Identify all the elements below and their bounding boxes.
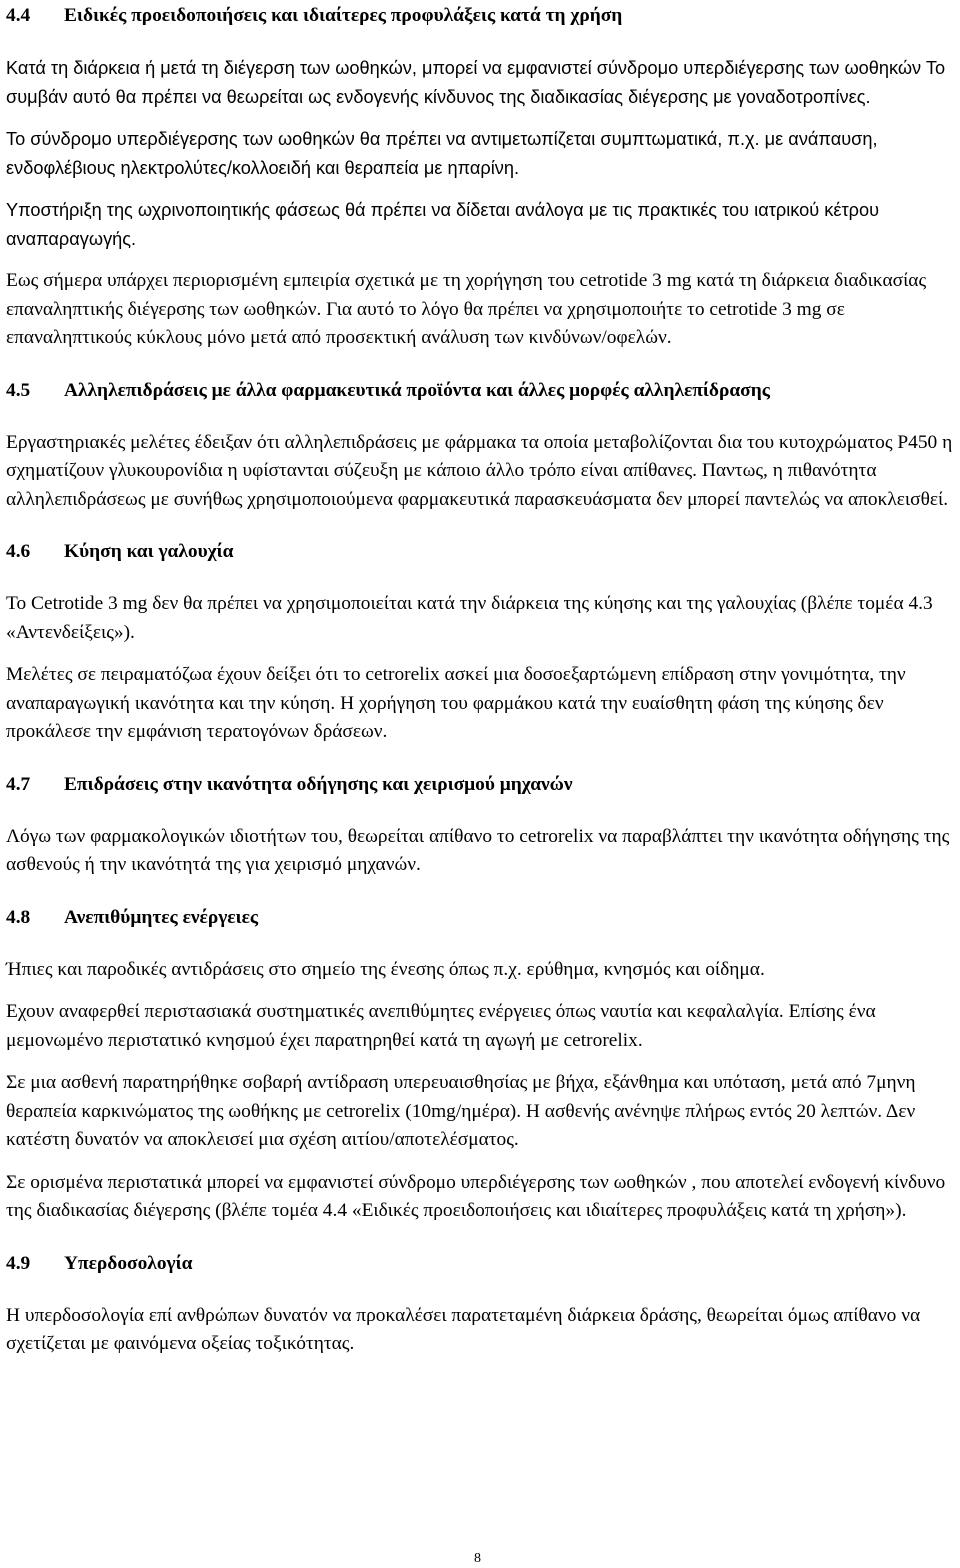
section-number: 4.7 (6, 773, 31, 795)
section-heading-4-5 (6, 377, 954, 405)
paragraph: Εως σήμερα υπάρχει περιορισμένη εμπειρία σχετικά με τη χορήγηση του cetrotide 3 mg κατά τη διάρκεια διαδικασίας επαναληπτικής διέγερσης των ωοθηκών. Για αυτό το λόγο θα πρέπει να χρησιμοποιήτε το cetrotide 3 mg σε επαναληπτικούς κύκλους μόνο μετά από προσεκτική ανάλυση των κινδύνων/οφελών. (6, 270, 927, 348)
section-heading-4-9 (6, 1250, 954, 1278)
section-title: Αλληλεπιδράσεις με άλλα φαρμακευτικά προϊόντα και άλλες μορφές αλληλεπίδρασης (64, 379, 770, 401)
section-title: Κύηση και γαλουχία (64, 541, 234, 562)
section-heading-4-8 (6, 904, 954, 932)
paragraph: Η υπερδοσολογία επί ανθρώπων δυνατόν να προκαλέσει παρατεταμένη διάρκεια δράσης, θεωρείται όμως απίθανο να σχετίζεται με φαινόμενα οξείας τοξικότητας. (6, 1304, 921, 1354)
section-heading-4-6 (6, 538, 954, 566)
section-number: 4.8 (6, 906, 31, 928)
paragraph: Σε μια ασθενή παρατηρήθηκε σοβαρή αντίδραση υπερευαισθησίας με βήχα, εξάνθημα και υπόταση, μετά από 7μηνη θεραπεία καρκινώματος της ωοθήκης με cetrorelix (10mg/ημέρα). Η ασθενής ανένηψε πλήρως εντός 20 λεπτών. Δεν κατέστη δυνατόν να αποκλεισεί μια σχέση αιτίου/αποτελέσματος. (6, 1072, 916, 1150)
paragraph: Μελέτες σε πειραματόζωα έχουν δείξει ότι το cetrorelix ασκεί μια δοσοεξαρτώμενη επίδραση στην γονιμότητα, την αναπαραγωγική ικανότητα και την κύηση. Η χορήγηση του φαρμάκου κατά την ευαίσθητη φάση της κύησης δεν προκάλεσε την εμφάνιση τερατογόνων δράσεων. (6, 664, 906, 742)
paragraph: Λόγω των φαρμακολογικών ιδιοτήτων του, θεωρείται απίθανο το cetrorelix να παραβλάπτει την ικανότητα οδήγησης της ασθενούς ή την ικανότητά της για χειρισμό μηχανών. (6, 825, 950, 875)
section-heading-4-7 (6, 771, 954, 799)
section-number: 4.5 (6, 379, 31, 401)
paragraph: Εργαστηριακές μελέτες έδειξαν ότι αλληλεπιδράσεις με φάρμακα τα οποία μεταβολίζονται δια του κυτοχρώματος P450 η σχηματίζουν γλυκουρονίδια η υφίστανται σύζευξη με κάποιο άλλο τρόπο είναι απίθανες. Παντως, η πιθανότητα αλληλεπιδράσεως με συνήθως χρησιμοποιούμενα φαρμακευτικά παρασκευάσματα δεν μπορεί παντελώς να αποκλεισθεί. (6, 431, 953, 510)
document-page (6, 0, 954, 1359)
section-heading-4-4 (6, 2, 954, 30)
paragraph: Υποστήριξη της ωχρινοποιητικής φάσεως θά πρέπει να δίδεται ανάλογα με τις πρακτικές του ιατρικού κέτρου αναπαραγωγής. (6, 200, 880, 249)
paragraph: To Cetrotide 3 mg δεν θα πρέπει να χρησιμοποιείται κατά την διάρκεια της κύησης και της γαλουχίας (βλέπε τομέα 4.3 «Αντενδείξεις»). (6, 593, 933, 643)
paragraph: Κατά τη διάρκεια ή μετά τη διέγερση των ωοθηκών, μπορεί να εμφανιστεί σύνδρομο υπερδιέγερσης των ωοθηκών Το συμβάν αυτό θα πρέπει να θεωρείται ως ενδογενής κίνδυνος της διαδικασίας διέγερσης με γοναδοτροπίνες. (6, 58, 946, 107)
section-number: 4.9 (6, 1252, 31, 1274)
section-title: Ανεπιθύμητες ενέργειες (64, 906, 259, 928)
paragraph: Το σύνδρομο υπερδιέγερσης των ωοθηκών θα πρέπει να αντιμετωπίζεται συμπτωματικά, π.χ. με ανάπαυση, ενδοφλέβιους ηλεκτρολύτες/κολλοειδή και θεραπεία με ηπαρίνη. (6, 129, 878, 178)
paragraph: Σε ορισμένα περιστατικά μπορεί να εμφανιστεί σύνδρομο υπερδιέγερσης των ωοθηκών , που αποτελεί ενδογενή κίνδυνο της διαδικασίας διέγερσης (βλέπε τομέα 4.4 «Ειδικές προειδοποιήσεις και ιδιαίτερες προφυλάξεις κατά τη χρήση»). (6, 1171, 946, 1221)
section-number: 4.6 (6, 541, 31, 562)
paragraph: Ήπιες και παροδικές αντιδράσεις στο σημείο της ένεσης όπως π.χ. ερύθημα, κνησμός και οίδημα. (6, 958, 765, 980)
section-title: Ειδικές προειδοποιήσεις και ιδιαίτερες προφυλάξεις κατά τη χρήση (64, 5, 623, 26)
section-title: Επιδράσεις στην ικανότητα οδήγησης και χειρισμού μηχανών (64, 773, 573, 795)
page-number: 8 (474, 1551, 481, 1566)
section-title: Υπερδοσολογία (64, 1252, 193, 1274)
section-number: 4.4 (6, 5, 31, 26)
paragraph: Εχουν αναφερθεί περιστασιακά συστηματικές ανεπιθύμητες ενέργειες όπως ναυτία και κεφαλαλγία. Επίσης ένα μεμονωμένο περιστατικό κνησμού έχει παρατηρηθεί κατά τη αγωγή με cetrorelix. (6, 1001, 876, 1051)
